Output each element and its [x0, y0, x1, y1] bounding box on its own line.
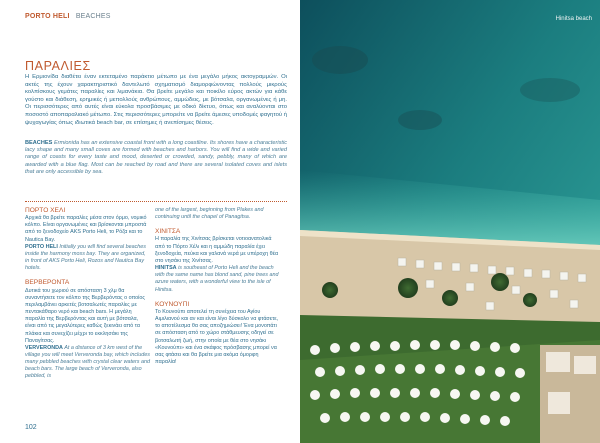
intro-english-text: Ermionida has an extensive coastal front with a long coastline. Its shores have a characteristic lacy shape and many small coves are formed with beaches and harbors. You will find a wide and varied range of coasts for every taste and mood, deserted or crowded, sandy, pebbly, many of which are awarded with a blue flag. Most can be reached by road and there are several isolated coves and islets that are only accessible by sea. [25, 140, 287, 175]
page-number: 102 [25, 424, 37, 431]
section-english-lead: PORTO HELI [25, 243, 58, 250]
page-title: ΠΑΡΑΛΙΕΣ [25, 59, 91, 73]
section-text-greek: Αρχικά θα βρείτε παραλίες μέσα στον όρμο, νομικό κόλπο. Είναι οργανωμένες και βρίσκονται μπροστά από το ξενοδοχείο AKS Porto Heli, το Ρόζα και το Nautica Bay. [25, 215, 147, 243]
section-text-english [25, 244, 150, 273]
header-section: BEACHES [75, 13, 111, 20]
section-heading: ΠΟΡΤΟ ΧΕΛΙ [25, 207, 66, 214]
section-text-greek: Το Κουνούπι αποτελεί τη συνέχεια του Αγίου Αιμιλιανού και αν και είναι λίγο δύσκολο να φτάσετε, το αποτέλεσμα θα σας αποζημιώσει! Ένα μονοπάτι σε απόσταση από το χώρο στάθμευσης οδηγεί σε βοτσαλωτή ζωή, στην οποία με θέα στο νησάκι «Κουνούπι» και ένα σκάφος πρόσβασης μπορεί να σας φτάσει και θα βρείτε μια ακόμα όμορφη παραλία! [155, 308, 279, 365]
header-place: PORTO HELI [25, 13, 70, 20]
section-english-body: is southeast of Porto Heli and the beach with the same name has blond sand, pine trees and azure waters, with a wonderful view to the isle of Hinitsa. [155, 265, 279, 293]
divider [25, 201, 287, 202]
section-heading: ΚΟΥΝΟΥΠΙ [155, 300, 190, 308]
photo-caption: Hinitsa beach [555, 16, 592, 22]
column-right [155, 207, 280, 373]
section-text-english [25, 345, 150, 381]
right-page-photo [300, 0, 600, 443]
section-ververonda-continued [155, 207, 280, 221]
running-head [25, 13, 111, 20]
section-heading: ΒΕΡΒΕΡΟΝΤΑ [25, 279, 70, 287]
section-heading: ΧΙΝΙΤΣΑ [155, 228, 181, 236]
intro-english [25, 140, 287, 176]
section-hinitsa [155, 228, 280, 293]
column-left [25, 207, 150, 388]
section-porto-heli [25, 207, 150, 272]
section-ververonda [25, 279, 150, 380]
section-english-body: Initially you will find several beaches inside the harmony moss bay. They are organized, in front of AKS Porto Heli, Rozos and Nautica Bay hotels. [25, 243, 146, 272]
intro-greek: Η Ερμιονίδα διαθέτει έναν εκτεταμένο παράκτιο μέτωπο με ένα μεγάλο μήκος ακτογραμμών. Οι ακτές της έχουν χαρακτηριστικό δαντελωτό σχηματισμό διαμορφώνοντας πολλούς μικρούς κολπίσκους γεμάτες παραλίες και λιμανάκια. Θα βρείτε μεγάλο και ποικίλο εύρος ακτών για κάθε γούστο και διάθεση, ερημικές ή μεπολλούς ανθρώπους, αμμώδεις, με βότσαλα, οργανωμένες ή μη. Οι περισσότερες από αυτές είναι εύκολα προσβάσιμες με οδικό δίκτυο, όπως και αναλύονται στο ποσοστό αποπαραλιακό μέτωπο. Στις περισσότερες μπορείτε να βρείτε άμεσες υποδομές φαγητού ή ψυχαγωγίας όπως ιδιωτικά beach bar, σε επίσημες ή ανεπίσημες θέσεις. [25, 74, 287, 126]
section-english-body: one of the largest, beginning from Plakes and continuing until the chapel of Panagitsa. [155, 207, 264, 221]
intro-english-lead: BEACHES [25, 140, 53, 146]
section-english-lead: HINITSA [155, 265, 177, 272]
section-text-english [155, 265, 280, 294]
section-english-lead: VERVERONDA [25, 344, 63, 351]
aerial-beach-photo [300, 0, 600, 443]
section-text-greek: Δυτικά του χωριού σε απόσταση 3 χλμ θα συναντήσετε τον κόλπο της Βερβερόντας ο οποίος περιλαμβάνει αρκετές βοτσαλωτές παραλίες με πεντακάθαρο νερό και beach bars. Η μεγάλη παραλία της Βερβερόντας και αυτή με βότσαλα, είναι από τις μεγαλύτερες καθώς ξεκινάει από τα πλάκια και συνεχίζει μέχρι το εκκλησάκι της Παναγίτσας. [25, 287, 145, 344]
section-text-greek: Η παραλία της Χινίτσας βρίσκεται νοτιοανατολικά από το Πόρτο Χέλι και η αμμώδη παραλία έχει ξενοδοχεία, πεύκα και γαλανά νερά με υπέροχη θέα στο νησάκι της Χινίτσας. [155, 236, 279, 264]
section-english-body: At a distance of 3 km west of the village you will meet Ververonda bay, which includes many pebbled beaches with crystal clear waters and beach bars. The large beach of Ververonda, also pebbled, is [25, 344, 150, 380]
section-kounoupi [155, 301, 280, 366]
